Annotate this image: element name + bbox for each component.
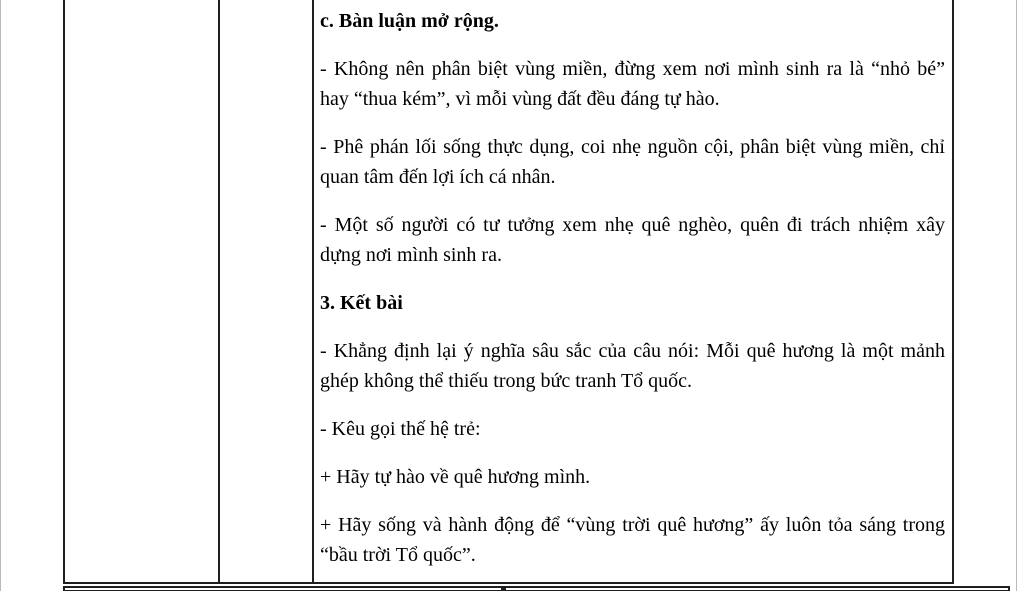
table-cell-content	[314, 0, 952, 588]
doc-paragraph: - Phê phán lối sống thực dụng, coi nhẹ nguồn cội, phân biệt vùng miền, chỉ quan tâm đến lợi ích cá nhân.	[320, 136, 945, 188]
page-right-edge-line	[1016, 0, 1017, 591]
doc-paragraph: - Khẳng định lại ý nghĩa sâu sắc của câu nói: Mỗi quê hương là một mảnh ghép không thể thiếu trong bức tranh Tổ quốc.	[320, 340, 945, 392]
table-border-col2	[218, 0, 220, 584]
table-border-col4	[952, 0, 954, 584]
doc-paragraph: + Hãy tự hào về quê hương mình.	[320, 466, 591, 488]
doc-paragraph: + Hãy sống và hành động để “vùng trời quê hương” ấy luôn tỏa sáng trong “bầu trời Tổ quốc”.	[320, 514, 945, 566]
doc-paragraph: - Kêu gọi thế hệ trẻ:	[320, 418, 481, 440]
page-left-edge-line	[0, 0, 1, 591]
heading-ket-bai: 3. Kết bài	[320, 292, 403, 314]
doc-paragraph: - Không nên phân biệt vùng miền, đừng xem nơi mình sinh ra là “nhỏ bé” hay “thua kém”, vì mỗi vùng đất đều đáng tự hào.	[320, 58, 945, 110]
table-border-col1	[63, 0, 65, 584]
heading-ban-luan-mo-rong: c. Bàn luận mở rộng.	[320, 10, 499, 32]
next-table-row-glyph-fragment	[501, 588, 506, 590]
doc-paragraph: - Một số người có tư tưởng xem nhẹ quê nghèo, quên đi trách nhiệm xây dựng nơi mình sinh ra.	[320, 214, 945, 266]
